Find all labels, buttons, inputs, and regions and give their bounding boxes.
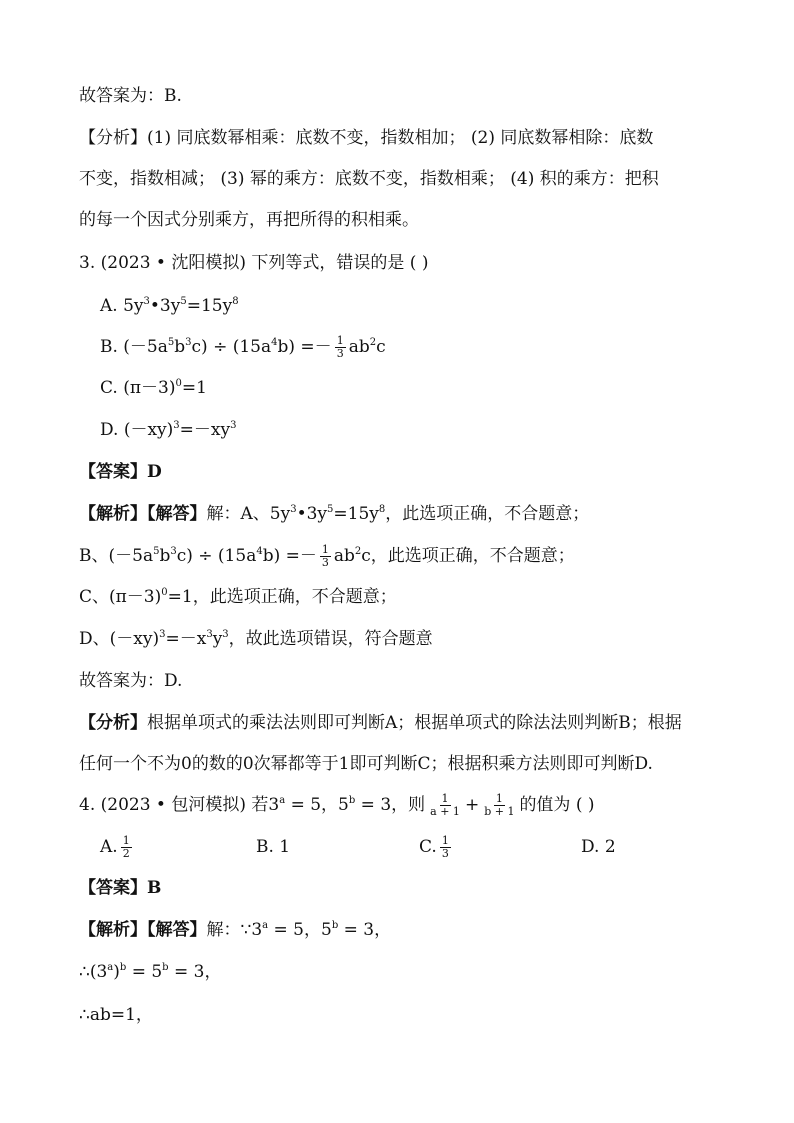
text: y (212, 629, 223, 649)
text: b (159, 546, 171, 566)
fraction (482, 793, 516, 818)
fraction (428, 793, 462, 818)
q4-solution-line-1 (79, 918, 391, 942)
numerator: 1 (441, 792, 449, 805)
text: = 3， (338, 920, 392, 940)
q4-option-b: B. 1 (256, 837, 291, 857)
text: =15y (333, 504, 379, 524)
text: = 5，5 (285, 795, 349, 815)
text: 解：A、5y (206, 504, 291, 524)
text: b) =－ (277, 337, 332, 357)
q4-option-a (100, 835, 135, 860)
text: c，此选项正确，不合题意； (361, 546, 575, 566)
exponent: 3 (206, 629, 213, 640)
q3-answer: 【答案】D (79, 462, 162, 482)
text: =1，此选项正确，不合题意； (167, 587, 397, 607)
exponent: 3 (143, 296, 150, 307)
previous-analysis-line-3: 的每一个因式分别乘方，再把所得的积相乘。 (79, 210, 419, 230)
q3-analysis-line-2: 任何一个不为0的数的0次幂都等于1即可判断C；根据积乘方法则即可判断D. (79, 754, 653, 774)
text: =－xy (179, 420, 231, 440)
question-4-stem (79, 793, 595, 818)
exponent: 8 (378, 504, 386, 515)
solution-tag: 【解析】【解答】 (79, 504, 207, 524)
exponent: 3 (170, 546, 177, 557)
exponent: 5 (327, 504, 334, 515)
denominator: b + 1 (484, 805, 515, 818)
analysis-tag: 【分析】 (79, 713, 147, 733)
option-label: A. (100, 837, 118, 857)
exponent: 2 (369, 337, 377, 348)
q4-answer: 【答案】B (79, 878, 162, 898)
text: •3y (149, 296, 181, 316)
exponent: a (262, 920, 269, 931)
question-3-stem: 3. (2023 • 沈阳模拟) 下列等式，错误的是 ( ) (79, 253, 429, 273)
fraction (335, 335, 346, 360)
because-symbol: ∵ (240, 920, 252, 940)
text: A. 5y (100, 296, 144, 316)
q4-option-c (419, 835, 454, 860)
q4-solution-line-3 (79, 1003, 153, 1027)
text: 3 (251, 920, 263, 940)
text: =15y (186, 296, 233, 316)
exponent: 5 (180, 296, 187, 307)
text: (3 (89, 962, 108, 982)
exponent: 4 (271, 337, 278, 348)
exponent: 3 (290, 504, 297, 515)
q3-option-a (100, 294, 239, 318)
numerator: 1 (321, 543, 329, 556)
exponent: 3 (230, 420, 237, 431)
text: ab (348, 337, 370, 357)
exponent: b (119, 962, 127, 973)
previous-analysis-line-2: 不变，指数相减； (3) 幂的乘方：底数不变，指数相乘； (4) 积的乘方：把积 (79, 169, 659, 189)
text: = 5，5 (268, 920, 332, 940)
text: B、(－5a (79, 546, 154, 566)
exponent: 5 (167, 337, 175, 348)
text: D、(－xy) (79, 629, 160, 649)
denominator: 2 (122, 847, 130, 860)
text: C、(π－3) (79, 587, 162, 607)
text: 4. (2023 • 包河模拟) 若3 (79, 795, 280, 815)
previous-analysis-line-1: 【分析】(1) 同底数幂相乘：底数不变，指数相加； (2) 同底数幂相除：底数 (79, 128, 654, 148)
fraction (121, 835, 132, 860)
q3-solution-line-4 (79, 627, 433, 651)
denominator: 3 (321, 556, 329, 569)
exponent: b (331, 920, 339, 931)
exponent: 2 (354, 546, 362, 557)
text: c (376, 337, 386, 357)
fraction (440, 835, 451, 860)
text: =－x (165, 629, 207, 649)
text: b (174, 337, 186, 357)
text: 解： (206, 920, 241, 940)
plus-sign: + (464, 795, 480, 815)
text: = 5 (126, 962, 163, 982)
q3-solution-line-1 (79, 502, 589, 526)
solution-tag: 【解析】【解答】 (79, 920, 207, 940)
q3-option-c (100, 376, 207, 400)
exponent: 4 (256, 546, 263, 557)
text: ) (113, 962, 120, 982)
text: •3y (296, 504, 328, 524)
denominator: 3 (336, 347, 344, 360)
q3-solution-line-3 (79, 585, 397, 609)
q3-conclusion: 故答案为：D. (79, 671, 183, 691)
exponent: 0 (175, 378, 182, 389)
therefore-symbol: ∴ (79, 962, 90, 982)
text: = 3，则 (355, 795, 426, 815)
text: c) ÷ (15a (176, 546, 257, 566)
q3-analysis-line-1 (79, 711, 682, 735)
text: B. (－5a (100, 337, 168, 357)
q3-solution-line-2 (79, 544, 575, 569)
denominator: 3 (441, 847, 449, 860)
exponent: 3 (185, 337, 192, 348)
numerator: 1 (441, 834, 449, 847)
text: 的值为 ( ) (519, 795, 595, 815)
text: = 3， (168, 962, 222, 982)
exponent: 0 (161, 587, 168, 598)
exponent: 8 (232, 296, 239, 307)
text: ，此选项正确，不合题意； (385, 504, 590, 524)
q4-solution-line-2 (79, 960, 221, 984)
therefore-symbol: ∴ (79, 1005, 90, 1025)
text: D. (－xy) (100, 420, 174, 440)
text: ab (333, 546, 355, 566)
denominator: a + 1 (430, 805, 460, 818)
q4-option-d: D. 2 (581, 837, 616, 857)
exponent: 5 (153, 546, 160, 557)
exponent: b (348, 795, 356, 806)
text: 根据单项式的乘法法则即可判断A；根据单项式的除法法则判断B；根据 (147, 713, 682, 733)
exponent: 3 (173, 420, 180, 431)
exponent: a (279, 795, 286, 806)
numerator: 1 (122, 834, 130, 847)
exponent: 3 (159, 629, 166, 640)
exponent: b (162, 962, 169, 973)
text: ，故此选项错误，符合题意 (228, 629, 433, 649)
exponent: a (107, 962, 114, 973)
q3-option-d (100, 418, 236, 442)
previous-answer-line: 故答案为：B. (79, 86, 182, 106)
text: ab=1， (89, 1005, 153, 1025)
text: =1 (181, 378, 207, 398)
text: C. (π－3) (100, 378, 176, 398)
numerator: 1 (495, 792, 503, 805)
option-label: C. (419, 837, 437, 857)
text: b) =－ (262, 546, 317, 566)
numerator: 1 (336, 334, 344, 347)
exponent: 3 (222, 629, 229, 640)
fraction (320, 544, 331, 569)
text: c) ÷ (15a (191, 337, 272, 357)
q3-option-b (100, 335, 386, 360)
